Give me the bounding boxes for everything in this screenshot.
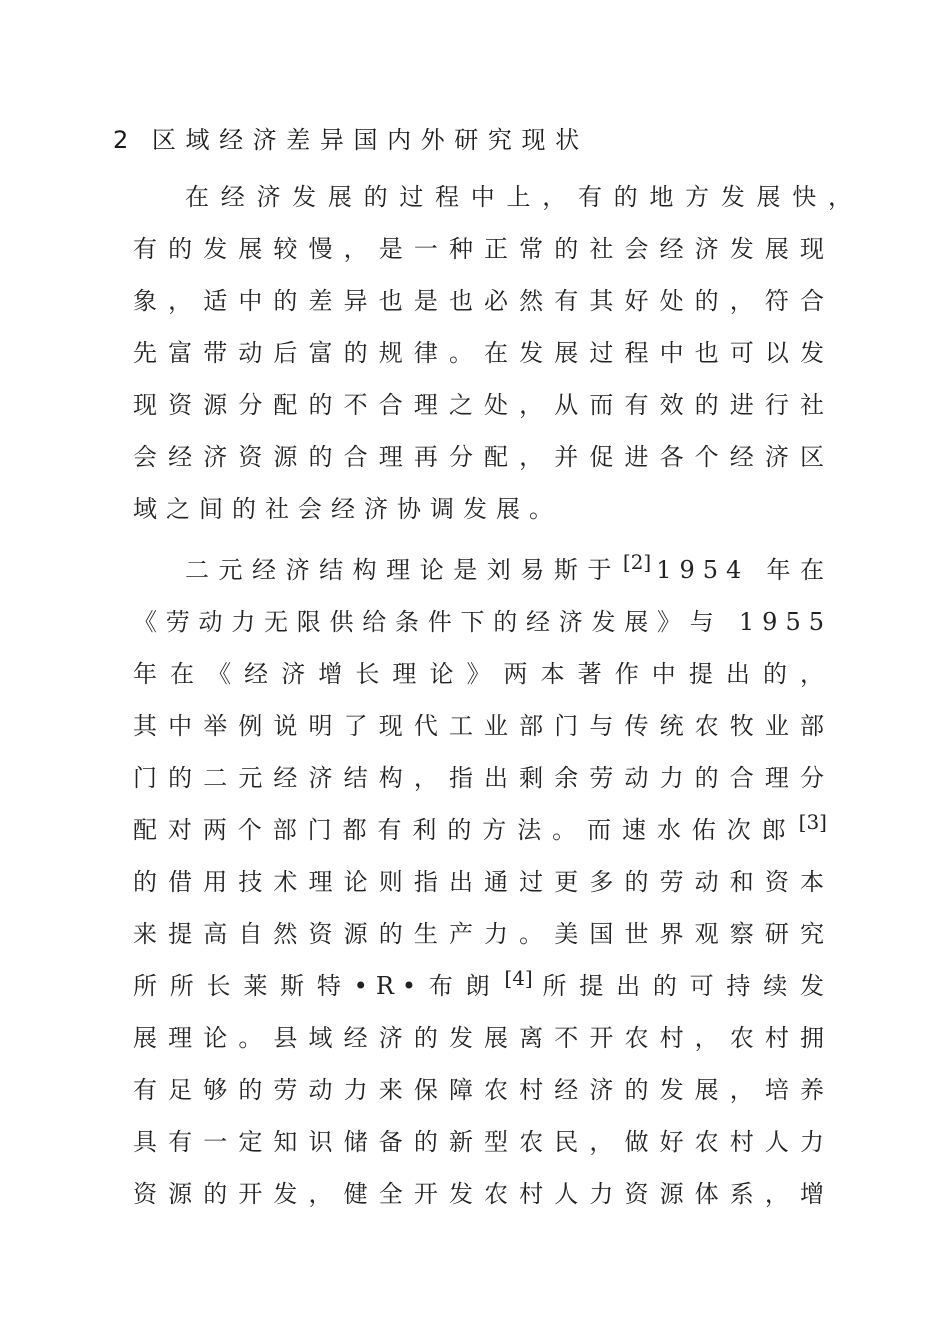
text-line: 门的二元经济结构，指出剩余劳动力的合理分 <box>133 764 832 792</box>
text-segment: 配对两个部门都有利的方法。而速水佑次郎 <box>133 816 797 844</box>
text-line: 资源的开发，健全开发农村人力资源体系，增 <box>133 1180 832 1208</box>
text-line: 年在《经济增长理论》两本著作中提出的， <box>133 660 832 688</box>
section-number: 2 <box>113 126 138 154</box>
text-line: 具有一定知识储备的新型农民，做好农村人力 <box>133 1128 832 1156</box>
section-title: 区域经济差异国内外研究现状 <box>151 126 589 154</box>
paragraph-1 <box>133 171 860 535</box>
section-heading <box>113 120 589 160</box>
text-line: 来提高自然资源的生产力。美国世界观察研究 <box>133 920 832 948</box>
text-line: 有的发展较慢，是一种正常的社会经济发展现 <box>133 235 832 263</box>
paragraph-2 <box>133 544 832 1220</box>
citation-ref: [4] <box>504 966 533 990</box>
text-line: 域之间的社会经济协调发展。 <box>133 495 562 523</box>
text-line: 的借用技术理论则指出通过更多的劳动和资本 <box>133 868 832 896</box>
text-segment: 所所长莱斯特•R•布朗 <box>133 972 503 1000</box>
text-line: 现资源分配的不合理之处，从而有效的进行社 <box>133 391 832 419</box>
text-line: 先富带动后富的规律。在发展过程中也可以发 <box>133 339 832 367</box>
text-line: 其中举例说明了现代工业部门与传统农牧业部 <box>133 712 832 740</box>
text-line <box>133 804 832 856</box>
text-line <box>185 544 832 596</box>
citation-ref: [3] <box>798 810 827 834</box>
text-line: 象，适中的差异也是也必然有其好处的，符合 <box>133 287 832 315</box>
text-line <box>133 960 832 1012</box>
text-segment: 所提出的可持续发 <box>537 972 832 1000</box>
body-text <box>133 171 860 1220</box>
text-line: 有足够的劳动力来保障农村经济的发展，培养 <box>133 1076 832 1104</box>
text-segment: 二元经济结构理论是刘易斯于 <box>185 556 621 584</box>
text-line: 会经济资源的合理再分配，并促进各个经济区 <box>133 443 832 471</box>
text-line: 在经济发展的过程中上，有的地方发展快， <box>185 183 860 211</box>
citation-ref: [2] <box>622 550 652 574</box>
text-line: 展理论。县域经济的发展离不开农村，农村拥 <box>133 1024 832 1052</box>
text-line: 《劳动力无限供给条件下的经济发展》与 1955 <box>133 608 832 636</box>
text-segment: 1954 年在 <box>656 556 832 584</box>
